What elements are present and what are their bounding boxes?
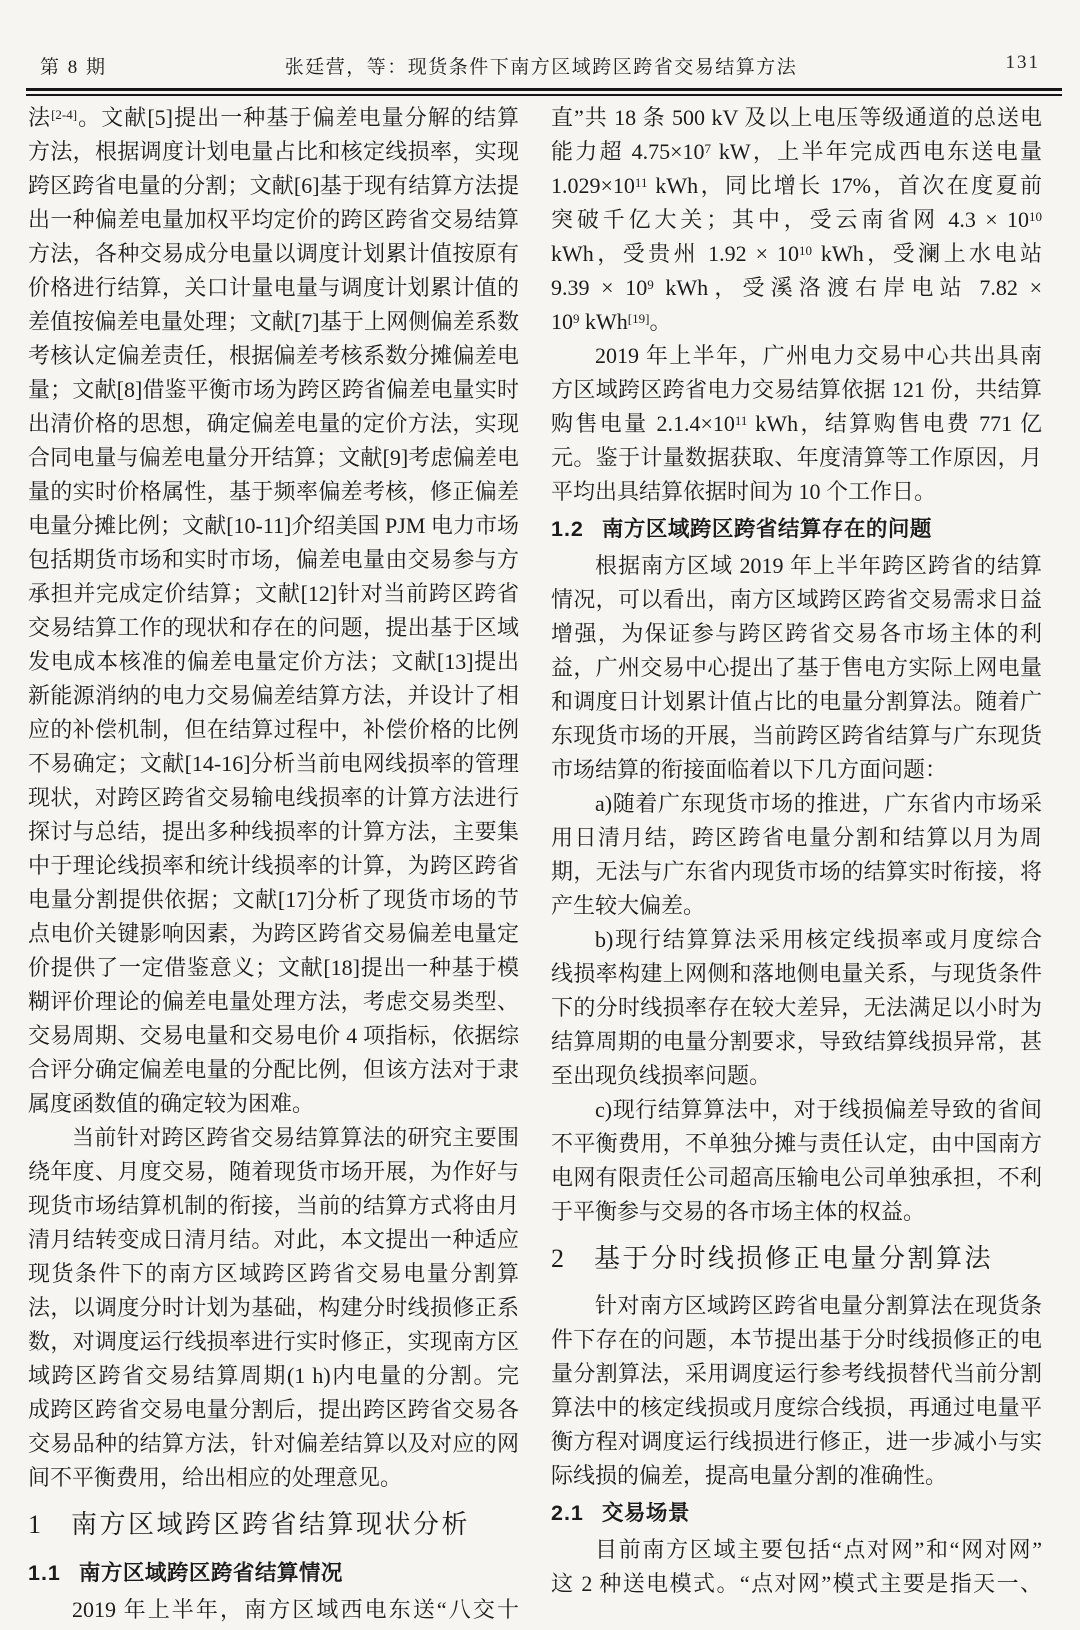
text-line: 域跨区跨省交易结算周期(1 h)内电量的分割。完 (28, 1363, 519, 1388)
text-line: 2019 年上半年，广州电力交易中心共出具南 (595, 343, 1042, 368)
text-line: 衡方程对调度运行线损进行修正，进一步减小与实 (551, 1429, 1042, 1454)
section-heading (28, 1505, 519, 1545)
text-line: 属度函数值的确定较为困难。 (28, 1091, 315, 1116)
text-line: 于平衡参与交易的各市场主体的权益。 (551, 1199, 926, 1224)
text-line: 益，广州交易中心提出了基于售电方实际上网电量 (551, 655, 1042, 680)
text-line: 际线损的偏差，提高电量分割的准确性。 (551, 1463, 948, 1488)
text-line: 差值按偏差电量处理；文献[7]基于上网侧偏差系数 (28, 309, 519, 334)
page-number: 131 (1005, 52, 1040, 73)
text-line: 承担并完成定价结算；文献[12]针对当前跨区跨省 (28, 581, 519, 606)
text-line: 价提供了一定借鉴意义；文献[18]提出一种基于模 (28, 955, 519, 980)
heading-text: 南方区域跨区跨省结算情况 (78, 1561, 343, 1585)
text-line: 点电价关键影响因素，为跨区跨省交易偏差电量定 (28, 921, 519, 946)
text-line: 量的实时价格属性，基于频率偏差考核，修正偏差 (28, 479, 519, 504)
text-line: 算法中的核定线损或月度综合线损，再通过电量平 (551, 1395, 1042, 1420)
text-line: 合评分确定偏差电量的分配比例，但该方法对于隶 (28, 1057, 519, 1082)
heading-number: 2 (551, 1244, 564, 1273)
text-line: 中于理论线损率和统计线损率的计算，为跨区跨省 (28, 853, 519, 878)
heading-number: 1.2 (551, 517, 584, 541)
text-line: 出清价格的思想，确定偏差电量的定价方法，实现 (28, 411, 519, 436)
text-line: 突破千亿大关；其中，受云南省网 $4.3 \times 10^{10}$ (551, 207, 1042, 232)
text-line: 现货条件下的南方区域跨区跨省交易电量分割算 (28, 1261, 519, 1286)
text-line: 根据南方区域 2019 年上半年跨区跨省的结算 (595, 553, 1042, 578)
text-line: 方区域跨区跨省电力交易结算依据 121 份，共结算 (551, 377, 1042, 402)
text-line: 数，对调度运行线损率进行实时修正，实现南方区 (28, 1329, 519, 1354)
text-line: $1.029\times 10^{11}$ kWh，同比增长 17%，首次在度夏前 (551, 173, 1042, 198)
text-line: 交易品种的结算方法，针对偏差结算以及对应的网 (28, 1431, 519, 1456)
text-line: 期，无法与广东省内现货市场的结算实时衔接，将 (551, 859, 1042, 884)
text-line: 和调度日计划累计值占比的电量分割算法。随着广 (551, 689, 1042, 714)
subsection-heading (551, 511, 1042, 547)
text-line: kWh，受贵州 $1.92 \times 10^{10}$ kWh，受澜上水电站 (551, 241, 1042, 266)
text-line: 直”共 18 条 500 kV 及以上电压等级通道的总送电 (551, 105, 1042, 130)
text-line: 下的分时线损率存在较大差异，无法满足以小时为 (551, 995, 1042, 1020)
text-line: 方法，各种交易成分电量以调度计划累计值按原有 (28, 241, 519, 266)
heading-text: 交易场景 (601, 1501, 690, 1525)
subsection-heading (28, 1555, 519, 1591)
text-line: 间不平衡费用，给出相应的处理意见。 (28, 1465, 403, 1490)
text-line: 不易确定；文献[14-16]分析当前电网线损率的管理 (28, 751, 519, 776)
text-line: 件下存在的问题，本节提出基于分时线损修正的电 (551, 1327, 1042, 1352)
text-line: 电网有限责任公司超高压输电公司单独承担，不利 (551, 1165, 1042, 1190)
heading-text: 南方区域跨区跨省结算现状分析 (71, 1510, 471, 1539)
text-line: 糊评价理论的偏差电量处理方法，考虑交易类型、 (28, 989, 519, 1014)
text-line: 现状，对跨区跨省交易输电线损率的计算方法进行 (28, 785, 519, 810)
text-line: 考核认定偏差责任，根据偏差考核系数分摊偏差电 (28, 343, 519, 368)
text-line: 方法，根据调度计划电量占比和核定线损率，实现 (28, 139, 519, 164)
left-column (28, 101, 519, 1627)
right-column (551, 101, 1042, 1601)
text-line: 成跨区跨省交易电量分割后，提出跨区跨省交易各 (28, 1397, 519, 1422)
text-line: 针对南方区域跨区跨省电量分割算法在现货条 (595, 1293, 1042, 1318)
text-line: 电量分割提供依据；文献[17]分析了现货市场的节 (28, 887, 519, 912)
heading-number: 1.1 (28, 1561, 61, 1585)
text-line: 增强，为保证参与跨区跨省交易各市场主体的利 (551, 621, 1042, 646)
text-line: 跨区跨省电量的分割；文献[6]基于现有结算方法提 (28, 173, 519, 198)
text-line: 量分割算法，采用调度运行参考线损替代当前分割 (551, 1361, 1042, 1386)
text-line: 当前针对跨区跨省交易结算算法的研究主要围 (72, 1125, 519, 1150)
text-line: 平均出具结算依据时间为 10 个工作日。 (551, 479, 937, 504)
text-line: 市场结算的衔接面临着以下几方面问题： (551, 757, 948, 782)
text-line: $10^9$ kWh[19]。 (551, 309, 672, 334)
text-line: 线损率构建上网侧和落地侧电量关系，与现货条件 (551, 961, 1042, 986)
text-line: 清月结转变成日清月结。对此，本文提出一种适应 (28, 1227, 519, 1252)
text-line: 不平衡费用，不单独分摊与责任认定，由中国南方 (551, 1131, 1042, 1156)
text-line: 目前南方区域主要包括“点对网”和“网对网” (595, 1537, 1042, 1562)
text-line: 这 2 种送电模式。“点对网”模式主要是指天一、 (551, 1571, 1042, 1596)
text-line: 出一种偏差电量加权平均定价的跨区跨省交易结算 (28, 207, 519, 232)
text-line: 元。鉴于计量数据获取、年度清算等工作原因，月 (551, 445, 1042, 470)
issue-label: 第 8 期 (40, 57, 108, 78)
subsection-heading (551, 1495, 1042, 1531)
heading-number: 1 (28, 1510, 41, 1539)
text-line: 东现货市场的开展，当前跨区跨省结算与广东现货 (551, 723, 1042, 748)
heading-number: 2.1 (551, 1501, 584, 1525)
text-line: a)随着广东现货市场的推进，广东省内市场采 (595, 791, 1042, 816)
text-line: 能力超 $4.75\times 10^7$ kW，上半年完成西电东送电量 (551, 139, 1042, 164)
text-line: 结算周期的电量分割要求，导致结算线损异常，甚 (551, 1029, 1042, 1054)
text-line: $9.39 \times 10^9$ kWh，受溪洛渡右岸电站 7.82 × (551, 275, 1042, 300)
text-line: 应的补偿机制，但在结算过程中，补偿价格的比例 (28, 717, 519, 742)
heading-text: 基于分时线损修正电量分割算法 (594, 1244, 994, 1273)
text-line: 电量分摊比例；文献[10-11]介绍美国 PJM 电力市场 (28, 513, 519, 538)
text-line: c)现行结算算法中，对于线损偏差导致的省间 (595, 1097, 1042, 1122)
text-line: 2019 年上半年，南方区域西电东送“八交十 (72, 1597, 519, 1622)
text-line: 情况，可以看出，南方区域跨区跨省交易需求日益 (551, 587, 1042, 612)
text-line: 产生较大偏差。 (551, 893, 706, 918)
text-line: b)现行结算算法采用核定线损率或月度综合 (595, 927, 1042, 952)
text-line: 探讨与总结，提出多种线损率的计算方法，主要集 (28, 819, 519, 844)
text-line: 购售电量 $2.1.4\times 10^{11}$ kWh，结算购售电费 771 亿 (551, 411, 1042, 436)
text-line: 用日清月结，跨区跨省电量分割和结算以月为周 (551, 825, 1042, 850)
text-line: 量；文献[8]借鉴平衡市场为跨区跨省偏差电量实时 (28, 377, 519, 402)
text-line: 至出现负线损率问题。 (551, 1063, 772, 1088)
text-line: 法[2-4]。文献[5]提出一种基于偏差电量分解的结算 (28, 105, 519, 130)
text-line: 绕年度、月度交易，随着现货市场开展，为作好与 (28, 1159, 519, 1184)
text-line: 价格进行结算，关口计量电量与调度计划累计值的 (28, 275, 519, 300)
text-line: 现货市场结算机制的衔接，当前的结算方式将由月 (28, 1193, 519, 1218)
text-line: 法，以调度分时计划为基础，构建分时线损修正系 (28, 1295, 519, 1320)
running-title: 张廷营，等：现货条件下南方区域跨区跨省交易结算方法 (284, 57, 798, 78)
section-heading (551, 1239, 1042, 1279)
text-line: 合同电量与偏差电量分开结算；文献[9]考虑偏差电 (28, 445, 519, 470)
text-line: 新能源消纳的电力交易偏差结算方法，并设计了相 (28, 683, 519, 708)
heading-text: 南方区域跨区跨省结算存在的问题 (601, 517, 932, 541)
text-line: 交易结算工作的现状和存在的问题，提出基于区域 (28, 615, 519, 640)
page-header (40, 52, 1042, 78)
text-line: 包括期货市场和实时市场，偏差电量由交易参与方 (28, 547, 519, 572)
text-line: 交易周期、交易电量和交易电价 4 项指标，依据综 (28, 1023, 519, 1048)
header-rule (26, 88, 1062, 96)
text-line: 发电成本核准的偏差电量定价方法；文献[13]提出 (28, 649, 519, 674)
